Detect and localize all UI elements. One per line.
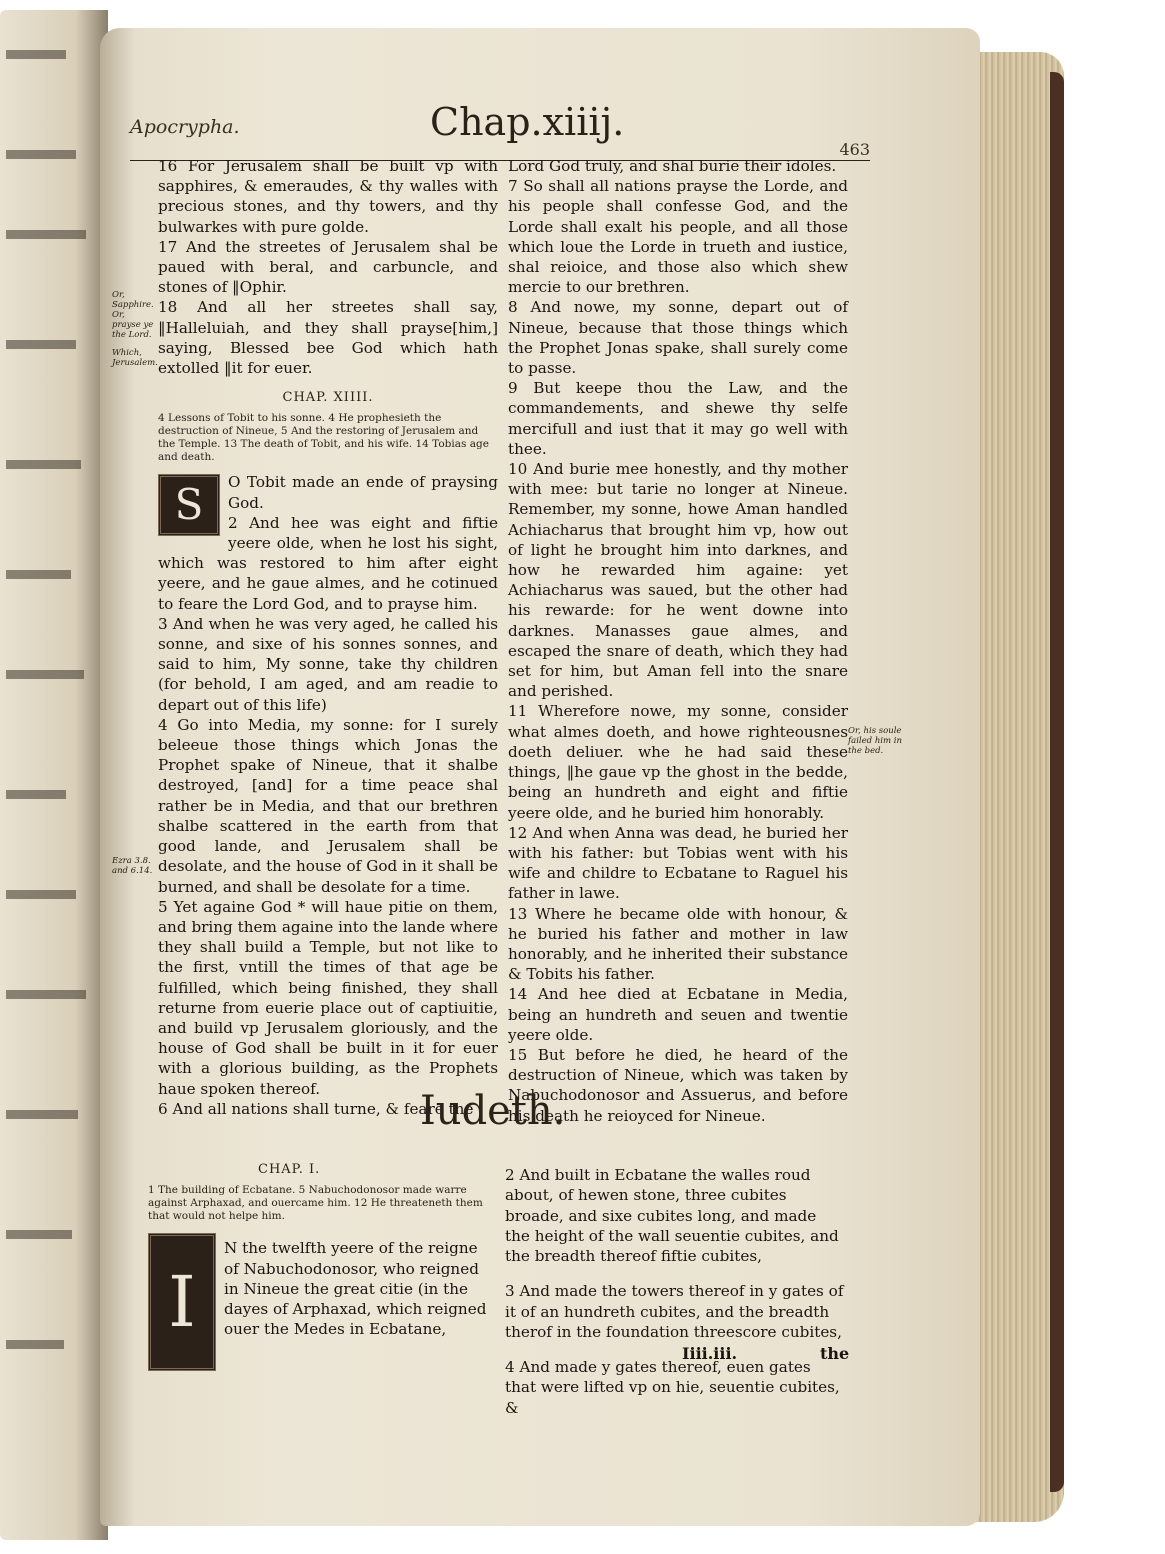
book-cover bbox=[1050, 72, 1064, 1492]
verse-5: 5 Yet againe God * will haue pitie on them, and bring them againe into the lande where they shall build a Temple, but not like to the first, vntill the times of that age be fulfilled, which being finished, they shall returne from euerie place out of captiuitie, and build vp Jerusalem gloriously, and the house of God shall be built in it for euer with a glorious building, as the Prophets haue spoken thereof. bbox=[158, 897, 498, 1098]
text-column-right bbox=[508, 156, 848, 1126]
book-title-iudeth: Iudeth. bbox=[420, 1088, 566, 1134]
chapter-heading-i: CHAP. I. bbox=[258, 1162, 321, 1177]
verse-3: 3 And when he was very aged, he called his sonne, and sixe of his sonnes sonnes, and said to him, My sonne, take thy children (for behold, I am aged, and am readie to depart out of this life) bbox=[158, 614, 498, 714]
margin-note-halleluiah: Or, prayse ye the Lord. bbox=[112, 310, 154, 340]
verse-16: 16 For Jerusalem shall be built vp with sapphires, & emeraudes, & thy walles with precious stones, and thy towers, and thy bulwarkes with pure golde. bbox=[158, 157, 498, 236]
verse-17: 17 And the streetes of Jerusalem shal be paued with beral, and carbuncle, and stones of ‖Ophir. bbox=[158, 237, 498, 297]
decorated-initial-i: I bbox=[148, 1233, 216, 1371]
iudeth-column-left bbox=[148, 1150, 488, 1371]
verse-8: 8 And nowe, my sonne, depart out of Nineue, because that those things which the Prophet Jonas spake, shall surely come to passe. bbox=[508, 298, 848, 378]
iudeth-column-right bbox=[505, 1150, 845, 1433]
verse-7: 7 So shall all nations prayse the Lorde, and his people shall confesse God, and the Lorde shall exalt his people, and all those which loue the Lorde in trueth and iustice, shal reioice, and those also which shew mercie to our brethren. bbox=[508, 177, 848, 297]
decorated-initial-s: S bbox=[158, 474, 220, 536]
iudeth-verse-4: 4 And made y gates thereof, euen gates that were lifted vp on hie, seuentie cubites, & bbox=[505, 1358, 840, 1417]
verse-2: 2 And hee was eight and fiftie yeere olde, when he lost his sight, which was restored to him after eight yeere, and he gaue almes, and he cotinued to feare the Lord God, and to prayse him. bbox=[158, 513, 498, 613]
catchword: the bbox=[820, 1344, 850, 1363]
verse-18: 18 And all her streetes shall say, ‖Halleluiah, and they shall prayse[him,] saying, Blessed bee God which hath extolled ‖it for euer. bbox=[158, 298, 498, 378]
chapter-heading-xiiii: CHAP. XIIII. bbox=[282, 390, 374, 406]
iudeth-verse-2: 2 And built in Ecbatane the walles roud about, of hewen stone, three cubites broade, and sixe cubites long, and made the height of the wall seuentie cubites, and the breadth thereof fiftie cubites, bbox=[505, 1166, 839, 1265]
signature-mark: Iiii.iii. bbox=[682, 1344, 738, 1363]
iudeth-verse-1: N the twelfth yeere of the reigne of Nabuchodonosor, who reigned in Nineue the great citie (in the dayes of Arphaxad, which reigned ouer the Medes in Ecbatane, bbox=[224, 1239, 487, 1339]
verse-6-continued: Lord God truly, and shal burie their idoles. bbox=[508, 157, 837, 175]
verse-4: 4 Go into Media, my sonne: for I surely beleeue those things which Jonas the Prophet spake of Nineue, that it shalbe destroyed, [and] for a time peace shal rather be in Media, and that our brethren shalbe scattered in the earth from that good lande, and Jerusalem shall be desolate, and the house of God in it shall be burned, and shall be desolate for a time. bbox=[158, 715, 498, 896]
margin-note-jerusalem: Which, Jerusalem. bbox=[112, 348, 158, 368]
chapter-argument: 4 Lessons of Tobit to his sonne. 4 He prophesieth the destruction of Nineue, 5 And the restoring of Jerusalem and the Temple. 13 The death of Tobit, and his wife. 14 Tobias age and death. bbox=[158, 412, 489, 464]
running-head-left: Apocrypha. bbox=[130, 116, 240, 138]
running-head bbox=[130, 100, 870, 161]
margin-note-soul: Or, his soule failed him in the bed. bbox=[848, 726, 902, 756]
verse-14: 14 And hee died at Ecbatane in Media, being an hundreth and seuen and twentie yeere olde. bbox=[508, 985, 848, 1044]
verse-11: 11 Wherefore nowe, my sonne, consider what almes doeth, and howe righteousnes doeth deliuer. whe he had said these things, ‖he gaue vp the ghost in the bedde, being an hundreth and eight and fiftie yeere olde, and he buried him honorably. bbox=[508, 702, 848, 822]
chapter-title: Chap.xiiij. bbox=[430, 100, 625, 144]
verse-6: 6 And all nations shall turne, & feare the bbox=[158, 1099, 474, 1118]
left-page-edge bbox=[0, 10, 108, 1540]
iudeth-verse-3: 3 And made the towers thereof in y gates of it of an hundreth cubites, and the breadth therof in the foundation threescore cubites, bbox=[505, 1282, 844, 1341]
verse-13: 13 Where he became olde with honour, & he buried his father and mother in law honorably, and he inherited their substance & Tobits his father. bbox=[508, 904, 848, 984]
iudeth-argument: 1 The building of Ecbatane. 5 Nabuchodonosor made warre against Arphaxad, and ouercame him. 12 He threateneth them that would not helpe him. bbox=[148, 1184, 483, 1223]
verse-12: 12 And when Anna was dead, he buried her with his father: but Tobias went with his wife and childre to Ecbatane to Raguel his father in lawe. bbox=[508, 823, 848, 903]
page-number: 463 bbox=[839, 140, 870, 159]
verse-10: 10 And burie mee honestly, and thy mother with mee: but tarie no longer at Nineue. Remember, my sonne, howe Aman handled Achiacharus that brought him vp, how out of light he brought him into darknes, and how he rewarded him againe: yet Achiacharus was saued, but the other had his rewarde: for he went downe into darknes. Manasses gaue almes, and escaped the snare of death, which they had set for him, but Aman fell into the snare and perished. bbox=[508, 460, 848, 701]
margin-note-ophir: Or, Sapphire. bbox=[112, 290, 154, 310]
verse-1: O Tobit made an ende of praysing God. bbox=[228, 473, 498, 512]
margin-note-ezra: Ezra 3.8. and 6.14. bbox=[112, 856, 153, 876]
text-column-left bbox=[158, 156, 498, 1119]
verse-9: 9 But keepe thou the Law, and the commandements, and shewe thy selfe mercifull and iust that it may go well with thee. bbox=[508, 379, 848, 458]
verse-15: 15 But before he died, he heard of the destruction of Nineue, which was taken by Nabuchodonosor and Assuerus, and before his death he reioyced for Nineue. bbox=[508, 1045, 848, 1125]
